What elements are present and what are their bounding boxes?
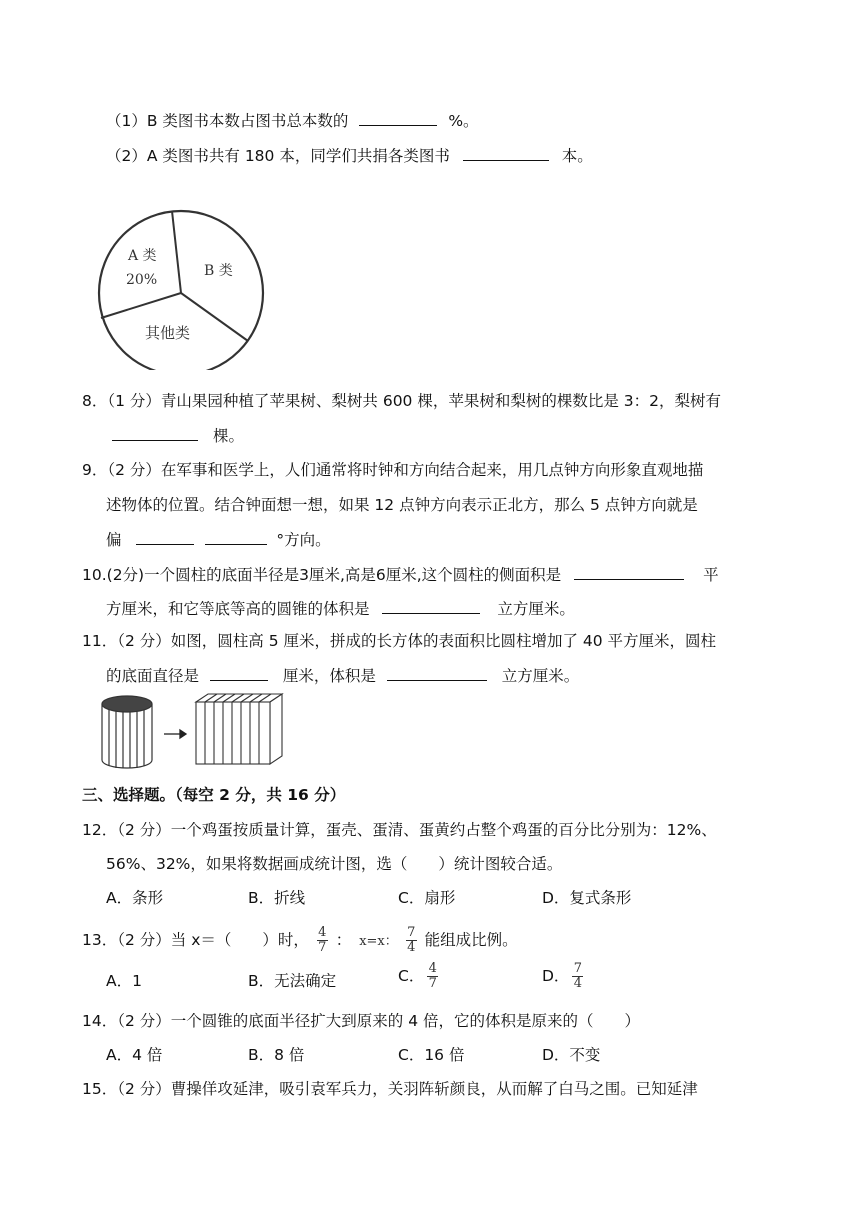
q9-line1: 9．（2 分）在军事和医学上，人们通常将时钟和方向结合起来，用几点钟方向形象直观地描 [82, 461, 704, 479]
q10-line2: 方厘米，和它等底等高的圆锥的体积是 立方厘米。 [106, 597, 575, 620]
q13-option-a[interactable]: A．1 [106, 972, 142, 990]
q11-line2: 的底面直径是 厘米，体积是 立方厘米。 [106, 664, 579, 687]
q13-option-d[interactable]: D． $\frac{7}{4}$ [542, 961, 583, 991]
q12-option-d[interactable]: D．复式条形 [542, 889, 632, 907]
q14-line1: 14．（2 分）一个圆锥的底面半径扩大到原来的 4 倍，它的体积是原来的（ ） [82, 1012, 640, 1030]
fraction: $\frac{4}{7}$ [318, 925, 327, 955]
q14-option-a[interactable]: A．4 倍 [106, 1046, 163, 1064]
q8-line1: 8．（1 分）青山果园种植了苹果树、梨树共 600 棵，苹果树和梨树的棵数比是 3：2，梨树有 [82, 392, 721, 410]
q7-sub1: （1）B 类图书本数占图书总本数的 %。 [106, 109, 479, 132]
q12-option-c[interactable]: C．扇形 [398, 889, 456, 907]
answer-blank[interactable] [574, 563, 684, 580]
answer-blank[interactable] [205, 528, 267, 545]
q14-option-c[interactable]: C．16 倍 [398, 1046, 465, 1064]
pie-chart-figure [96, 208, 270, 370]
pie-label-b: B 类 [204, 263, 233, 279]
pie-pct-a: 20% [126, 272, 158, 288]
q8-line2: 棵。 [112, 424, 244, 447]
cylinder-icon [102, 696, 152, 768]
q12-option-a[interactable]: A．条形 [106, 889, 164, 907]
answer-blank[interactable] [359, 109, 437, 126]
q12-option-b[interactable]: B．折线 [248, 889, 306, 907]
answer-blank[interactable] [112, 424, 198, 441]
q10-line1: 10.(2分)一个圆柱的底面半径是3厘米,高是6厘米,这个圆柱的侧面积是 平 [82, 563, 719, 586]
q13-option-c[interactable]: C． $\frac{4}{7}$ [398, 961, 437, 991]
q14-option-d[interactable]: D．不变 [542, 1046, 601, 1064]
pie-label-a: A 类 [128, 248, 157, 264]
q7-sub2: （2）A 类图书共有 180 本，同学们共捐各类图书 本。 [106, 144, 593, 167]
answer-blank[interactable] [387, 664, 487, 681]
q12-line2: 56%、32%，如果将数据画成统计图，选（ ）统计图较合适。 [106, 855, 563, 873]
q14-option-b[interactable]: B．8 倍 [248, 1046, 305, 1064]
fraction: $\frac{7}{4}$ [573, 961, 583, 991]
q12-line1: 12．（2 分）一个鸡蛋按质量计算，蛋壳、蛋清、蛋黄约占整个鸡蛋的百分比分别为：12%、 [82, 821, 717, 839]
arrow-icon [164, 730, 186, 738]
fraction: $\frac{7}{4}$ [407, 925, 416, 955]
cuboid-icon [196, 694, 282, 764]
section-title: 三、选择题。（每空 2 分，共 16 分） [82, 786, 346, 804]
answer-blank[interactable] [463, 144, 549, 161]
q13-line1: 13．（2 分）当 x＝（ ）时， $\frac{4}{7}$ ： x=x： $\frac{7}{4}$ 能组成比例。 [82, 925, 518, 955]
q13-option-b[interactable]: B．无法确定 [248, 972, 337, 990]
answer-blank[interactable] [210, 664, 268, 681]
answer-blank[interactable] [136, 528, 194, 545]
pie-label-other: 其他类 [145, 324, 191, 342]
answer-blank[interactable] [382, 597, 480, 614]
q9-line2: 述物体的位置。结合钟面想一想，如果 12 点钟方向表示正北方，那么 5 点钟方向就是 [106, 496, 698, 514]
fraction: $\frac{4}{7}$ [428, 961, 437, 991]
q15-line1: 15．（2 分）曹操佯攻延津，吸引袁军兵力，关羽阵斩颜良，从而解了白马之围。已知延津 [82, 1080, 698, 1098]
q11-line1: 11．（2 分）如图，圆柱高 5 厘米，拼成的长方体的表面积比圆柱增加了 40 平方厘米，圆柱 [82, 632, 717, 650]
cylinder-cuboid-figure [98, 690, 288, 772]
q9-line3: 偏 °方向。 [106, 528, 331, 551]
